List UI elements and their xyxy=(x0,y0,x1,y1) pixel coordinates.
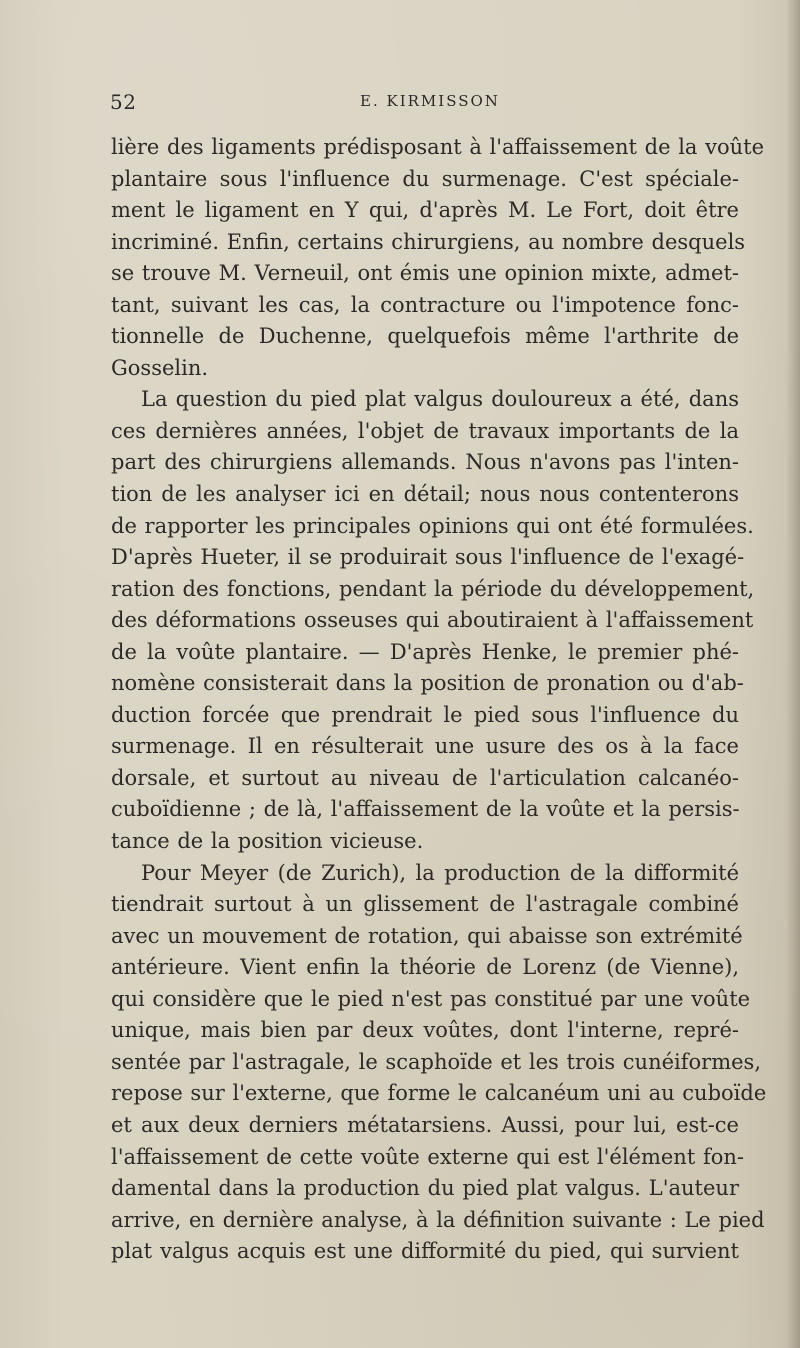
text-line: tant, suivant les cas, la contracture ou l'impotence fonc- xyxy=(111,292,739,317)
text-line: ces dernières années, l'objet de travaux importants de la xyxy=(111,418,739,443)
text-line: ment le ligament en Y qui, d'après M. Le Fort, doit être xyxy=(111,198,739,223)
text-line: plantaire sous l'influence du surmenage. C'est spéciale- xyxy=(111,166,739,191)
text-line: Gosselin. xyxy=(111,355,209,380)
text-line: part des chirurgiens allemands. Nous n'avons pas l'inten- xyxy=(111,450,739,475)
text-line: se trouve M. Verneuil, ont émis une opinion mixte, admet- xyxy=(111,261,739,286)
text-line: sentée par l'astragale, le scaphoïde et les trois cunéiformes, xyxy=(111,1049,761,1074)
text-line: arrive, en dernière analyse, à la définition suivante : Le pied xyxy=(111,1207,765,1232)
text-line: unique, mais bien par deux voûtes, dont l'interne, repré- xyxy=(111,1018,739,1043)
text-line: et aux deux derniers métatarsiens. Aussi, pour lui, est-ce xyxy=(111,1112,739,1137)
text-line: nomène consisterait dans la position de pronation ou d'ab- xyxy=(111,671,744,696)
text-line: ration des fonctions, pendant la période du développement, xyxy=(111,576,755,601)
text-line: plat valgus acquis est une difformité du pied, qui survient xyxy=(111,1239,739,1264)
text-line: antérieure. Vient enfin la théorie de Lorenz (de Vienne), xyxy=(111,955,739,980)
text-line: surmenage. Il en résulterait une usure des os à la face xyxy=(111,734,739,759)
text-line: de la voûte plantaire. — D'après Henke, le premier phé- xyxy=(111,639,739,664)
text-line: repose sur l'externe, que forme le calcanéum uni au cuboïde xyxy=(111,1081,767,1106)
text-line: de rapporter les principales opinions qui ont été formulées. xyxy=(111,513,754,538)
page-header xyxy=(110,90,740,120)
paragraph-start-line: Pour Meyer (de Zurich), la production de la difformité xyxy=(141,860,739,885)
text-line: duction forcée que prendrait le pied sous l'influence du xyxy=(111,702,739,727)
text-line: tiendrait surtout à un glissement de l'astragale combiné xyxy=(111,892,739,917)
text-line: des déformations osseuses qui aboutiraient à l'affaissement xyxy=(111,608,754,633)
paragraph-start-line: La question du pied plat valgus douloureux a été, dans xyxy=(141,387,739,412)
text-line: dorsale, et surtout au niveau de l'articulation calcanéo- xyxy=(111,765,739,790)
text-line: D'après Hueter, il se produirait sous l'influence de l'exagé- xyxy=(111,545,745,570)
text-line: qui considère que le pied n'est pas constitué par une voûte xyxy=(111,986,751,1011)
text-line: damental dans la production du pied plat valgus. L'auteur xyxy=(111,1176,739,1201)
page-number: 52 xyxy=(110,90,137,114)
text-line: tionnelle de Duchenne, quelquefois même l'arthrite de xyxy=(111,324,739,349)
running-head: E. KIRMISSON xyxy=(360,92,500,110)
page-edge-shadow xyxy=(786,0,800,1348)
text-line: tance de la position vicieuse. xyxy=(111,829,424,854)
text-line: l'affaissement de cette voûte externe qui est l'élément fon- xyxy=(111,1144,744,1169)
text-line: cuboïdienne ; de là, l'affaissement de la voûte et la persis- xyxy=(111,797,740,822)
text-line: lière des ligaments prédisposant à l'affaissement de la voûte xyxy=(111,135,765,159)
text-line: incriminé. Enfin, certains chirurgiens, au nombre desquels xyxy=(111,229,746,254)
text-line: avec un mouvement de rotation, qui abaisse son extrémité xyxy=(111,923,743,948)
body-text xyxy=(111,132,767,1268)
text-line: tion de les analyser ici en détail; nous nous contenterons xyxy=(111,482,739,507)
